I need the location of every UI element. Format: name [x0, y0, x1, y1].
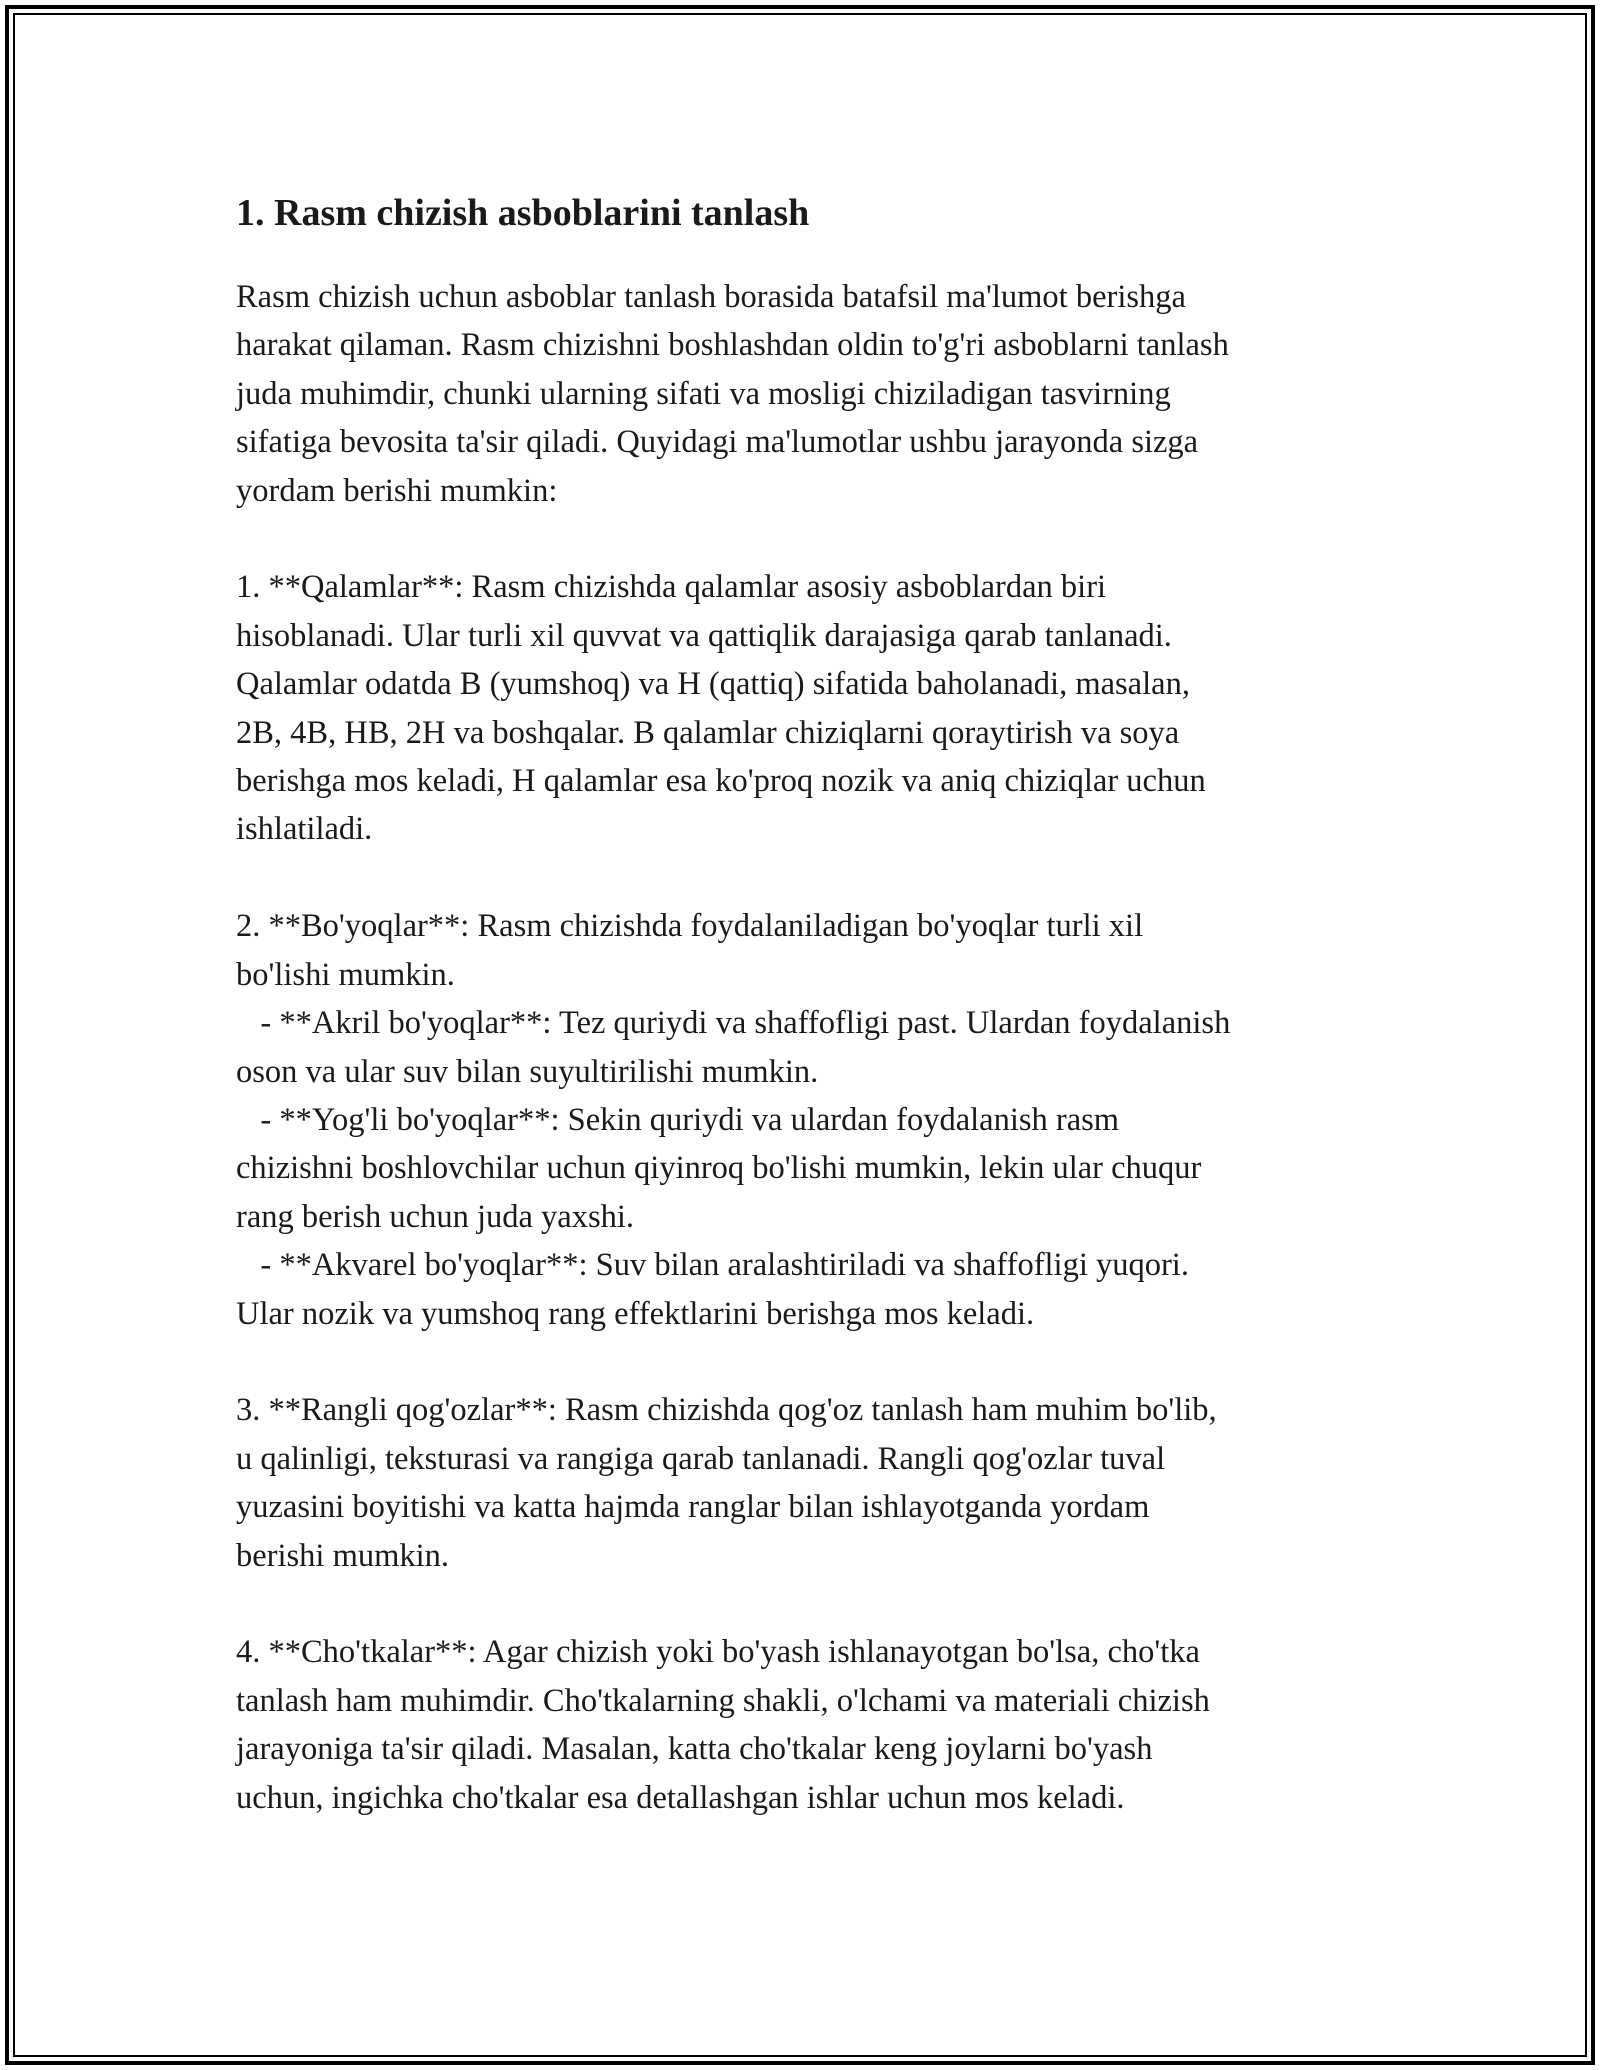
document-title: 1. Rasm chizish asboblarini tanlash: [236, 192, 810, 234]
document-body: Rasm chizish uchun asboblar tanlash borasida batafsil ma'lumot berishga harakat qilaman. Rasm chizishni boshlashdan oldin to'g'ri asboblarni tanlash juda muhimdir, chunki ularning sifati va mosligi chiziladigan tasvirning sifatiga bevosita ta'sir qiladi. Quyidagi ma'lumotlar ushbu jarayonda sizga yordam berishi mumkin: 1. **Qalamlar**: Rasm chizishda qalamlar asosiy asboblardan biri hisoblanadi. Ular turli xil quvvat va qattiqlik darajasiga qarab tanlanadi. Qalamlar odatda B (yumshoq) va H (qattiq) sifatida baholanadi, masalan, 2B, 4B, HB, 2H va boshqalar. B qalamlar chiziqlarni qoraytirish va soya berishga mos keladi, H qalamlar esa ko'proq nozik va aniq chiziqlar uchun ishlatiladi. 2. **Bo'yoqlar**: Rasm chizishda foydalaniladigan bo'yoqlar turli xil bo'lishi mumkin. - **Akril bo'yoqlar**: Tez quriydi va shaffofligi past. Ulardan foydalanish oson va ular suv bilan suyultirilishi mumkin. - **Yog'li bo'yoqlar**: Sekin quriydi va ulardan foydalanish rasm chizishni boshlovchilar uchun qiyinroq bo'lishi mumkin, lekin ular chuqur rang berish uchun juda yaxshi. - **Akvarel bo'yoqlar**: Suv bilan aralashtiriladi va shaffofligi yuqori. Ular nozik va yumshoq rang effektlarini berishga mos keladi. 3. **Rangli qog'ozlar**: Rasm chizishda qog'oz tanlash ham muhim bo'lib, u qalinligi, teksturasi va rangiga qarab tanlanadi. Rangli qog'ozlar tuval yuzasini boyitishi va katta hajmda ranglar bilan ishlayotganda yordam berishi mumkin. 4. **Cho'tkalar**: Agar chizish yoki bo'yash ishlanayotgan bo'lsa, cho'tka tanlash ham muhimdir. Cho'tkalarning shakli, o'lchami va materiali chizish jarayoniga ta'sir qiladi. Masalan, katta cho'tkalar keng joylarni bo'yash uchun, ingichka cho'tkalar esa detallashgan ishlar uchun mos keladi.: [236, 279, 1231, 1816]
document-page: [236, 185, 1366, 1822]
